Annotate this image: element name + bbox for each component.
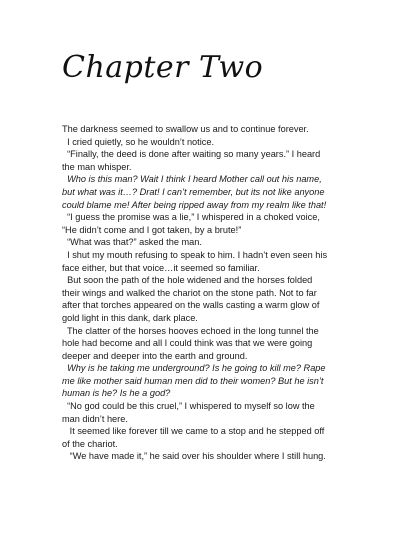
text-line: me like mother said human men did to their women? But he isn’t — [62, 375, 324, 386]
text-line: Why is he taking me underground? Is he going to kill me? Rape — [62, 363, 326, 374]
chapter-title: Chapter Two — [62, 50, 264, 85]
text-line: I shut my mouth refusing to speak to him. I hadn’t even seen his — [62, 249, 328, 260]
text-line: “We have made it,” he said over his shoulder where I still hung. — [62, 451, 326, 462]
text-line: human is he? Is he a god? — [62, 388, 171, 399]
text-line: deeper and deeper into the earth and ground. — [62, 350, 248, 361]
text-line: It seemed like forever till we came to a stop and he stepped off — [62, 426, 325, 437]
text-line: “I guess the promise was a lie,” I whispered in a choked voice, — [62, 212, 320, 223]
text-line: The darkness seemed to swallow us and to continue forever. — [62, 124, 309, 134]
text-line: their wings and walked the chariot on the stone path. Not to far — [62, 287, 317, 298]
text-line: man didn’t here. — [62, 413, 128, 424]
text-line: “He didn’t come and I got taken, by a brute!” — [62, 224, 242, 235]
text-line: the man whisper. — [62, 161, 132, 172]
text-line: The clatter of the horses hooves echoed in the long tunnel the — [62, 325, 319, 336]
text-line: gold light in this dank, dark place. — [62, 312, 198, 323]
text-line: face either, but that voice…it seemed so familiar. — [62, 262, 260, 273]
text-line: Who is this man? Wait I think I heard Mother call out his name, — [62, 174, 322, 185]
text-line: but what was it…? Drat! I can’t remember, but its not like anyone — [62, 186, 325, 197]
text-line: I cried quietly, so he wouldn’t notice. — [62, 136, 215, 147]
text-line: “What was that?” asked the man. — [62, 237, 202, 248]
text-line: of the chariot. — [62, 438, 118, 449]
text-line: But soon the path of the hole widened and the horses folded — [62, 275, 313, 286]
text-line: “No god could be this cruel,” I whispered to myself so low the — [62, 401, 315, 412]
text-line: “Finally, the deed is done after waiting so many years.” I heard — [62, 149, 321, 160]
text-line: hole had become and all I could think was that we were going — [62, 338, 313, 349]
text-line: could blame me! After being ripped away from my realm like that! — [62, 199, 327, 210]
chapter-body — [62, 123, 366, 463]
text-line: after that torches appeared on the walls casting a warm glow of — [62, 300, 320, 311]
